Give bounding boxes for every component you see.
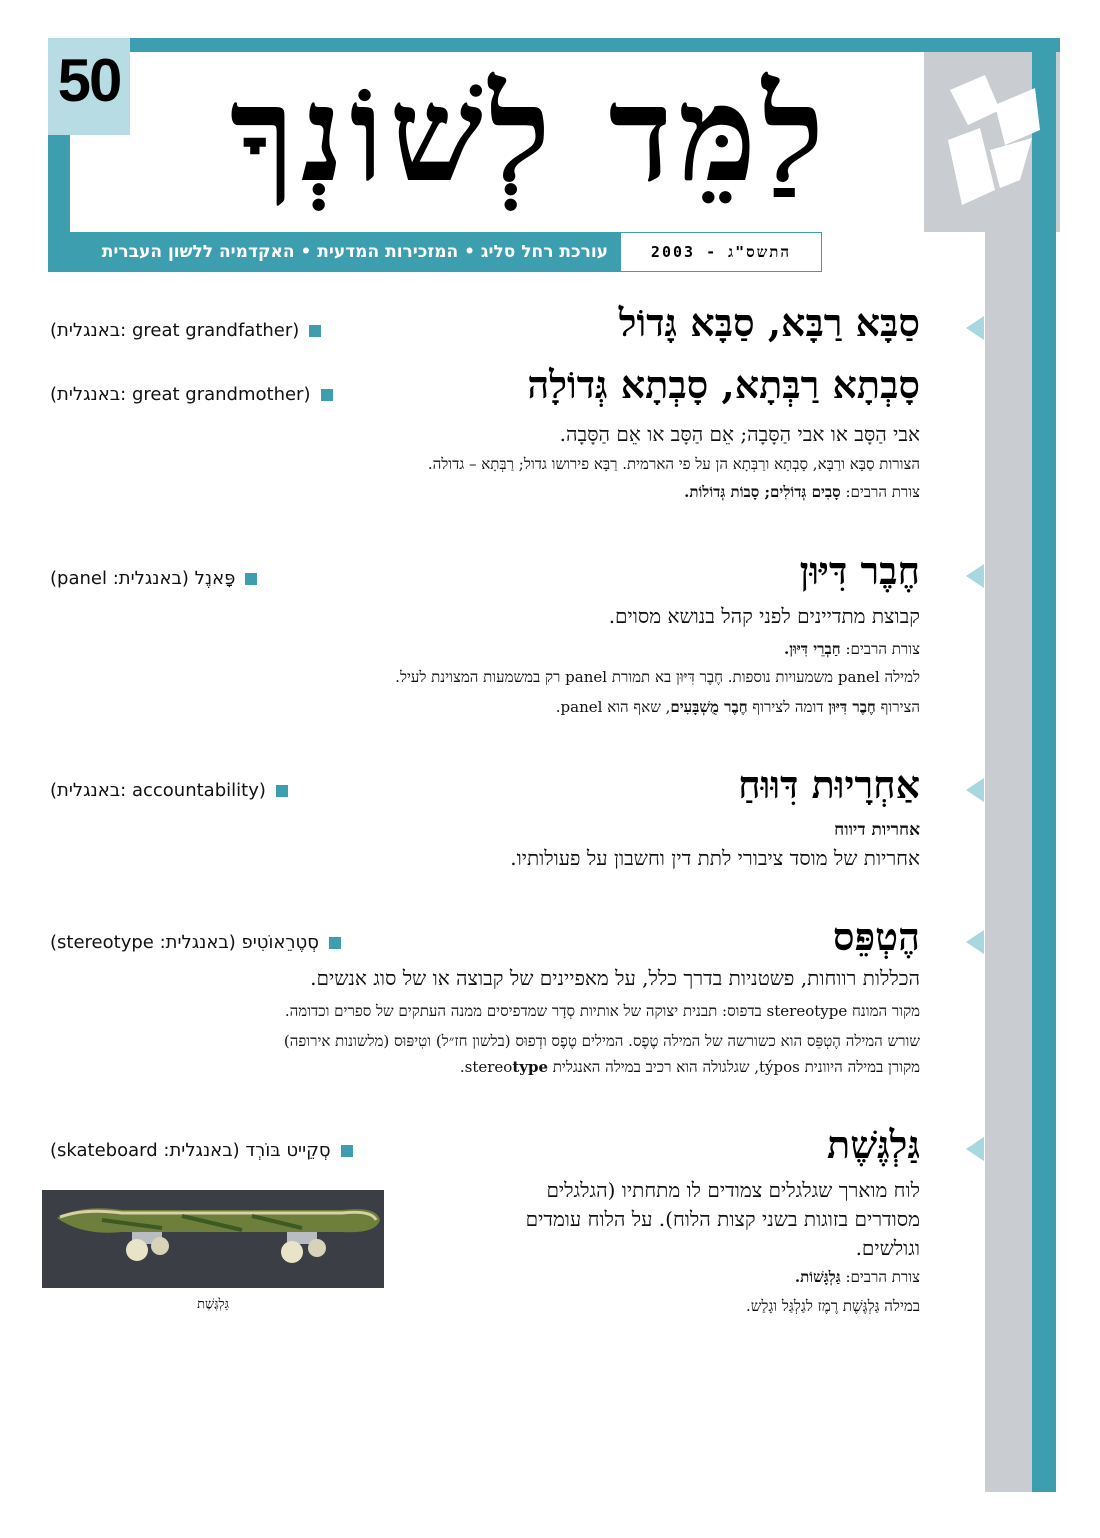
- masthead-subtitle-bar: [48, 232, 620, 272]
- plural-value: סָבִים גְּדוֹלִים; סָבוֹת גְּדוֹלוֹת.: [684, 483, 841, 501]
- definition-line: מסודרים בזוגות בשני קצות הלוח). על הלוח עומדים: [525, 1207, 920, 1231]
- entry-marker-icon: [966, 778, 984, 802]
- note: שורש המילה הֶטְפֵּס הוא כשורשה של המילה טֶפֶס. המילים טֶפֶס ודְפוּס (בלשון חז״ל) וטִיפּוּס (מלשונות אירופה): [283, 1032, 920, 1050]
- english-text: סְקֵייט בּוֹרְד (באנגלית: skateboard): [50, 1140, 331, 1161]
- plural-label: צורת הרבים:: [845, 483, 920, 501]
- headword: סָבְתָא רַבְּתָא, סָבְתָא גְּדוֹלָה: [527, 362, 920, 407]
- note: הצירוף חֶבֶר דִּיּוּן דומה לצירוף חֶבֶר מֻשְׁבָּעִים, שאף הוא panel.: [555, 698, 920, 716]
- side-teal-strip: [1032, 52, 1056, 1492]
- headword: אַחְרָיוּת דִּוּוּחַ: [738, 762, 920, 807]
- square-bullet-icon: [321, 389, 333, 401]
- plural-form: [795, 1268, 920, 1287]
- plural-label: צורת הרבים:: [845, 640, 920, 658]
- english-equivalent: [50, 568, 257, 589]
- note: למילה panel משמעויות נוספות. חֶבֶר דִּיּוּן בא תמורת panel רק במשמעות המצוינת לעיל.: [395, 668, 920, 686]
- header-left-bar: [48, 135, 70, 235]
- plural-form: [684, 483, 920, 502]
- english-equivalent: [50, 384, 333, 405]
- masthead-title: לַמֵּד לְשׁוֹנְךָ: [229, 57, 831, 212]
- issue-number: 50: [57, 47, 121, 114]
- note: מקור המונח stereotype בדפוס: תבנית יצוקה של אותיות סְדָר שמדפיסים ממנה העתקים של ספרים וכדומה.: [284, 1002, 920, 1020]
- year-box: [620, 232, 822, 272]
- entry-marker-icon: [966, 1137, 984, 1161]
- english-equivalent: [50, 780, 288, 801]
- plural-value: גַּלְגָּשׁוֹת.: [794, 1268, 841, 1286]
- entry-marker-icon: [966, 564, 984, 588]
- note: במילה גַּלְגֶּשֶׁת רֶמֶז לגַלְגַּל וגָלַש.: [745, 1297, 920, 1315]
- square-bullet-icon: [329, 937, 341, 949]
- definition: קבוצת מתדיינים לפני קהל בנושא מסוים.: [608, 604, 920, 628]
- masthead-subtitle: עורכת רחל סליג • המזכירות המדעית • האקדמיה ללשון העברית: [101, 242, 608, 262]
- issue-number-box: [48, 38, 130, 135]
- plural-label: צורת הרבים:: [845, 1268, 920, 1286]
- english-text: (accountability :באנגלית): [50, 780, 266, 801]
- subheading: אחריות דיווח: [834, 820, 920, 840]
- plural-value: חַבְרֵי דִּיּוּן.: [783, 640, 841, 658]
- note: הצורות סַבָּא ורַבָּא, סָבְתָא ורַבְּתָא הן על פי הארמית. רַבָּא פירושו גדול; רַבְּתָא – גדולה.: [427, 455, 920, 473]
- academy-logo-icon: [940, 70, 1045, 210]
- english-text: (great grandmother :באנגלית): [50, 384, 311, 405]
- entry-accountability: [40, 762, 920, 882]
- entry-stereotype: [40, 914, 920, 1084]
- english-equivalent: [50, 1140, 353, 1161]
- plural-form: [784, 640, 920, 659]
- english-equivalent: [50, 932, 341, 953]
- note: מקורן במילה היוונית týpos, שגלגולה הוא רכיב במילה האנגלית stereotype.: [459, 1058, 920, 1076]
- headword: גַּלְגֶּשֶׁת: [827, 1122, 920, 1167]
- english-text: סְטֶרֵאוֹטִיפ (באנגלית: stereotype): [50, 932, 319, 953]
- headword: הֶטְפֵּס: [832, 914, 920, 959]
- entry-great-grandparents: [40, 300, 920, 520]
- entry-panel: [40, 548, 920, 728]
- square-bullet-icon: [276, 785, 288, 797]
- definition: הכללות רווחות, פשטניות בדרך כלל, על מאפיינים של קבוצה או של סוג אנשים.: [310, 966, 920, 990]
- english-text: פָּאנֶל (באנגלית: panel): [50, 568, 236, 589]
- square-bullet-icon: [309, 325, 321, 337]
- english-equivalent: [50, 320, 321, 341]
- square-bullet-icon: [245, 573, 257, 585]
- definition-line: לוח מוארך שגלגלים צמודים לו מתחתיו (הגלגלים: [546, 1178, 920, 1202]
- square-bullet-icon: [341, 1145, 353, 1157]
- definition: אבי הַסָּב או אבי הַסָּבָה; אֵם הַסָּב או אֵם הַסָּבָה.: [559, 422, 920, 446]
- year-label: התשס"ג - 2003: [650, 243, 792, 261]
- side-grey-strip: [985, 232, 1032, 1492]
- entry-marker-icon: [966, 316, 984, 340]
- definition-line: וגולשים.: [855, 1236, 920, 1260]
- skateboard-photo: [42, 1190, 384, 1288]
- definition: אחריות של מוסד ציבורי לתת דין וחשבון על פעולותיו.: [510, 846, 920, 870]
- entry-marker-icon: [966, 930, 984, 954]
- photo-caption: גַּלְגֶּשֶׁת: [197, 1297, 229, 1312]
- headword: סַבָּא רַבָּא, סַבָּא גָּדוֹל: [618, 300, 920, 345]
- headword: חֶבֶר דִּיּוּן: [799, 548, 920, 593]
- english-text: (great grandfather :באנגלית): [50, 320, 300, 341]
